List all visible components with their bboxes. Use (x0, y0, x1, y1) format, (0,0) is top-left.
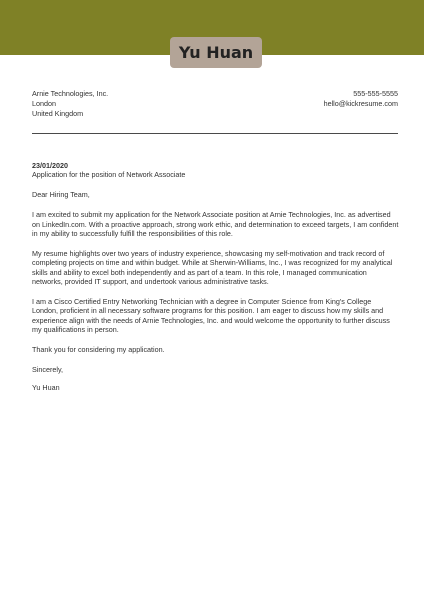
sender-address (32, 89, 108, 119)
letter-paragraph: Thank you for considering my application. (32, 345, 165, 355)
sender-city: London (32, 99, 56, 108)
letter-paragraph: My resume highlights over two years of industry experience, showcasing my self-motivation and track record of completing projects on time and within budget. While at Sherwin-Williams, Inc., I was recognized for my analytical skills and ability to excel both independently and as part of a team. In this role, I managed communication networks, provided IT support, and undertook various administrative tasks. (32, 248, 393, 287)
contact-phone: 555-555-5555 (353, 89, 398, 98)
letter-date: 23/01/2020 (32, 161, 68, 170)
letter-body (32, 161, 399, 392)
name-box (170, 37, 262, 68)
letter-paragraph: I am a Cisco Certified Entry Networking Technician with a degree in Computer Science from King's College London, proficient in all necessary software programs for this position. I am eager to discuss how my skills and experience align with the needs of Arnie Technologies, Inc. and would welcome the opportunity to further discuss my qualifications in person. (32, 297, 390, 335)
contact-info (324, 89, 398, 109)
letter-closing: Sincerely, (32, 365, 64, 375)
sender-country: United Kingdom (32, 109, 84, 118)
letter-signature: Yu Huan (32, 382, 60, 392)
letter-paragraph: I am excited to submit my application for the Network Associate position at Arnie Technologies, Inc. as advertised on LinkedIn.com. With a proactive approach, strong work ethic, and determination to exceed targets, I am confident in my ability to successfully fulfill the responsibilities of this role. (32, 210, 399, 239)
applicant-name: Yu Huan (178, 43, 254, 62)
sender-company: Arnie Technologies, Inc. (32, 89, 109, 98)
letter-greeting: Dear Hiring Team, (32, 190, 90, 200)
divider (32, 133, 398, 134)
letter-subject: Application for the position of Network Associate (32, 170, 186, 180)
contact-email: hello@kickresume.com (323, 99, 398, 108)
